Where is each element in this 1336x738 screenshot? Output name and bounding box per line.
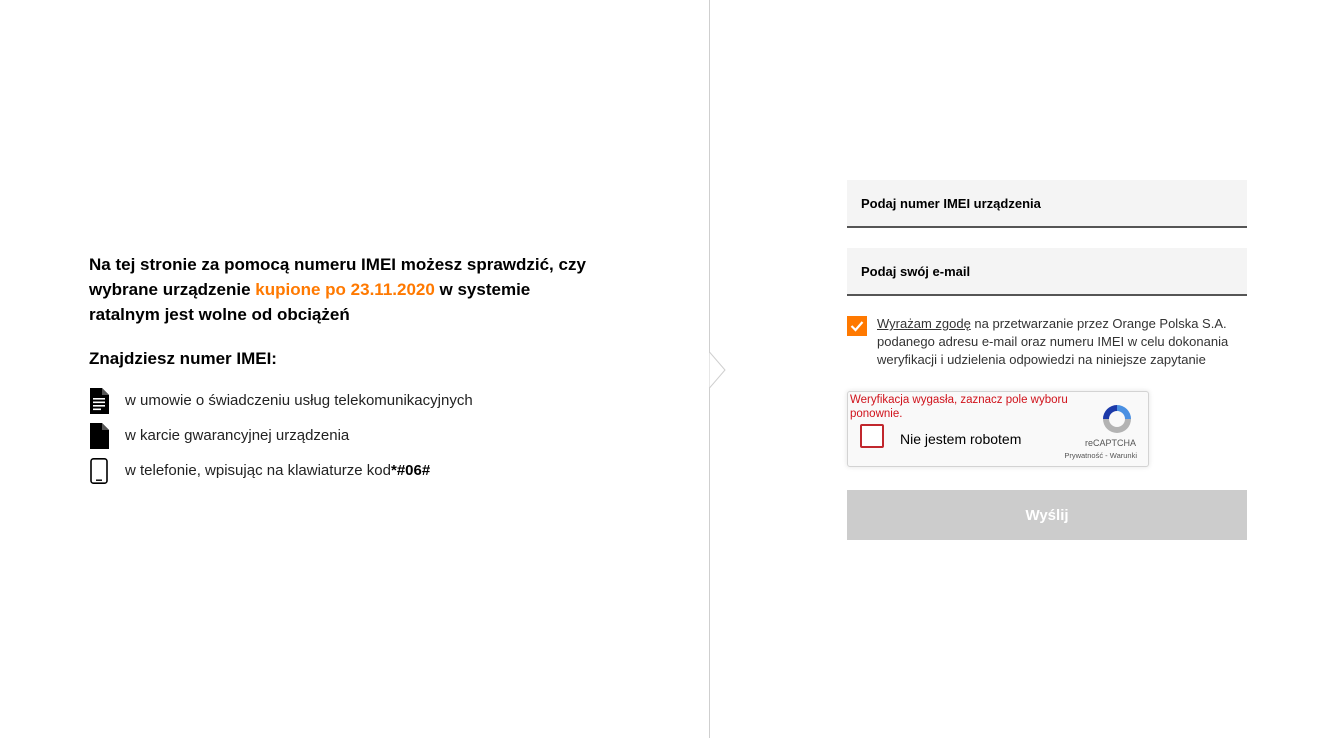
phone-icon	[89, 458, 109, 484]
checkmark-icon	[850, 320, 864, 332]
list-item-text: w umowie o świadczeniu usług telekomunikacyjnych	[125, 392, 473, 409]
imei-code: *#06#	[390, 462, 431, 479]
recaptcha-error: Weryfikacja wygasła, zaznacz pole wyboru ponownie.	[850, 394, 1068, 420]
document-icon	[89, 423, 109, 449]
consent-row	[847, 316, 1247, 369]
recaptcha-widget	[847, 391, 1149, 467]
imei-input[interactable]	[859, 195, 1235, 212]
recaptcha-privacy-link[interactable]: Prywatność	[1064, 451, 1104, 460]
intro-text	[89, 252, 589, 327]
intro-text-end: w systemie ratalnym jest wolne od obciążeń	[89, 280, 531, 324]
recaptcha-links-separator: -	[1103, 451, 1110, 460]
consent-text	[877, 315, 1247, 369]
list-item	[89, 453, 589, 488]
where-list	[89, 383, 589, 488]
divider-arrow-notch	[700, 352, 730, 388]
recaptcha-checkbox[interactable]	[860, 424, 884, 448]
info-panel	[89, 252, 589, 488]
intro-highlight: kupione po 23.11.2020	[255, 280, 435, 299]
intro-text-start: Na tej stronie za pomocą numeru IMEI możesz sprawdzić, czy wybrane urządzenie	[89, 255, 586, 299]
email-field-wrapper	[847, 248, 1247, 296]
recaptcha-label: Nie jestem robotem	[900, 431, 1022, 447]
imei-form	[847, 180, 1247, 540]
imei-field-wrapper	[847, 180, 1247, 228]
consent-link[interactable]: Wyrażam zgodę	[877, 316, 971, 331]
recaptcha-terms-link[interactable]: Warunki	[1109, 451, 1137, 460]
consent-checkbox[interactable]	[847, 316, 867, 336]
list-item-text	[125, 462, 430, 479]
list-item-text: w karcie gwarancyjnej urządzenia	[125, 427, 350, 444]
document-lines-icon	[89, 388, 109, 414]
email-input[interactable]	[859, 263, 1235, 280]
recaptcha-brand: reCAPTCHA	[1084, 438, 1136, 448]
list-item	[89, 383, 589, 418]
consent-body: na przetwarzanie przez Orange Polska S.A. podanego adresu e-mail oraz numeru IMEI w celu dokonania weryfikacji i udzielenia odpowiedzi na niniejsze zapytanie	[877, 316, 1229, 367]
submit-button[interactable]: Wyślij	[847, 490, 1247, 540]
list-item	[89, 418, 589, 453]
recaptcha-links	[1064, 451, 1137, 460]
where-heading: Znajdziesz numer IMEI:	[89, 349, 277, 368]
recaptcha-logo-icon	[1100, 402, 1134, 436]
list-item-text-start: w telefonie, wpisując na klawiaturze kod	[125, 462, 391, 479]
